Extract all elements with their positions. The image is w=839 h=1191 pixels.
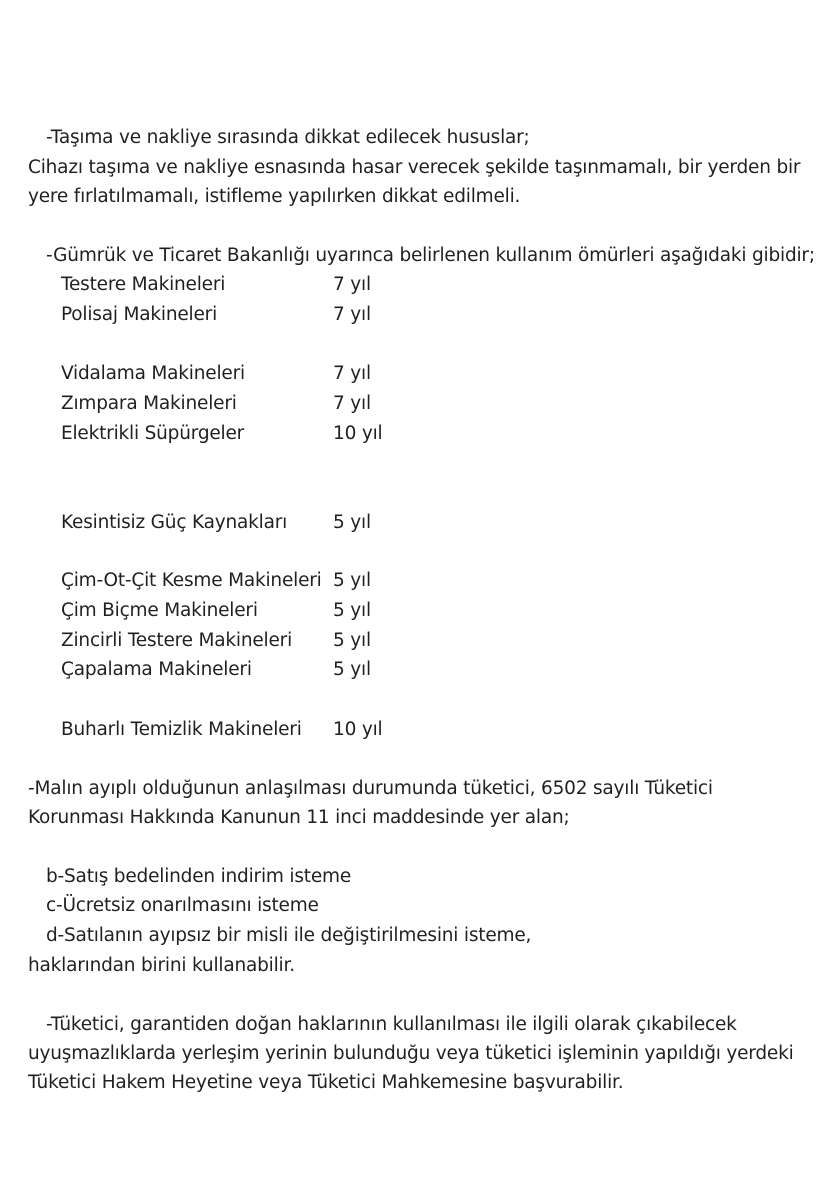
defect-text-line-1: -Malın ayıplı olduğunun anlaşılması durumunda tüketici, 6502 sayılı Tüketici	[28, 778, 713, 799]
lifespan-item-value: 7 yıl	[333, 393, 371, 414]
lifespan-item-name: Kesintisiz Güç Kaynakları	[61, 512, 288, 533]
lifespan-item-name: Çim-Ot-Çit Kesme Makineleri	[61, 570, 322, 591]
lifespan-item-value: 5 yıl	[333, 630, 371, 651]
lifespan-item-value: 5 yıl	[333, 659, 371, 680]
transport-text-line-2: yere fırlatılmamalı, istifleme yapılırken dikkat edilmeli.	[28, 186, 521, 207]
defect-option-d: d-Satılanın ayıpsız bir misli ile değiştirilmesini isteme,	[46, 925, 532, 946]
dispute-text-line-2: uyuşmazlıklarda yerleşim yerinin bulunduğu veya tüketici işleminin yapıldığı yerdeki	[28, 1043, 794, 1064]
lifespan-heading: -Gümrük ve Ticaret Bakanlığı uyarınca belirlenen kullanım ömürleri aşağıdaki gibidir;	[46, 245, 815, 266]
transport-text-line-1: Cihazı taşıma ve nakliye esnasında hasar verecek şekilde taşınmamalı, bir yerden bir	[28, 157, 801, 178]
defect-text-line-2: Korunması Hakkında Kanunun 11 inci maddesinde yer alan;	[28, 807, 570, 828]
lifespan-item-value: 10 yıl	[333, 423, 383, 444]
lifespan-item-value: 5 yıl	[333, 600, 371, 621]
lifespan-item-name: Vidalama Makineleri	[61, 363, 245, 384]
lifespan-item-name: Çapalama Makineleri	[61, 659, 252, 680]
defect-option-c: c-Ücretsiz onarılmasını isteme	[46, 895, 319, 916]
lifespan-item-value: 7 yıl	[333, 274, 371, 295]
lifespan-item-value: 5 yıl	[333, 512, 371, 533]
dispute-text-line-1: -Tüketici, garantiden doğan haklarının kullanılması ile ilgili olarak çıkabilecek	[46, 1014, 737, 1035]
transport-heading: -Taşıma ve nakliye sırasında dikkat edilecek hususlar;	[46, 127, 530, 148]
lifespan-item-name: Elektrikli Süpürgeler	[61, 423, 245, 444]
lifespan-item-value: 7 yıl	[333, 304, 371, 325]
defect-option-b: b-Satış bedelinden indirim isteme	[46, 866, 352, 887]
lifespan-item-name: Çim Biçme Makineleri	[61, 600, 258, 621]
lifespan-item-name: Polisaj Makineleri	[61, 304, 218, 325]
lifespan-item-name: Testere Makineleri	[61, 274, 226, 295]
defect-closing: haklarından birini kullanabilir.	[28, 955, 295, 976]
lifespan-item-name: Zımpara Makineleri	[61, 393, 237, 414]
dispute-text-line-3: Tüketici Hakem Heyetine veya Tüketici Mahkemesine başvurabilir.	[28, 1072, 624, 1093]
lifespan-item-name: Zincirli Testere Makineleri	[61, 630, 293, 651]
lifespan-item-value: 7 yıl	[333, 363, 371, 384]
lifespan-item-value: 5 yıl	[333, 570, 371, 591]
lifespan-item-value: 10 yıl	[333, 719, 383, 740]
lifespan-item-name: Buharlı Temizlik Makineleri	[61, 719, 302, 740]
